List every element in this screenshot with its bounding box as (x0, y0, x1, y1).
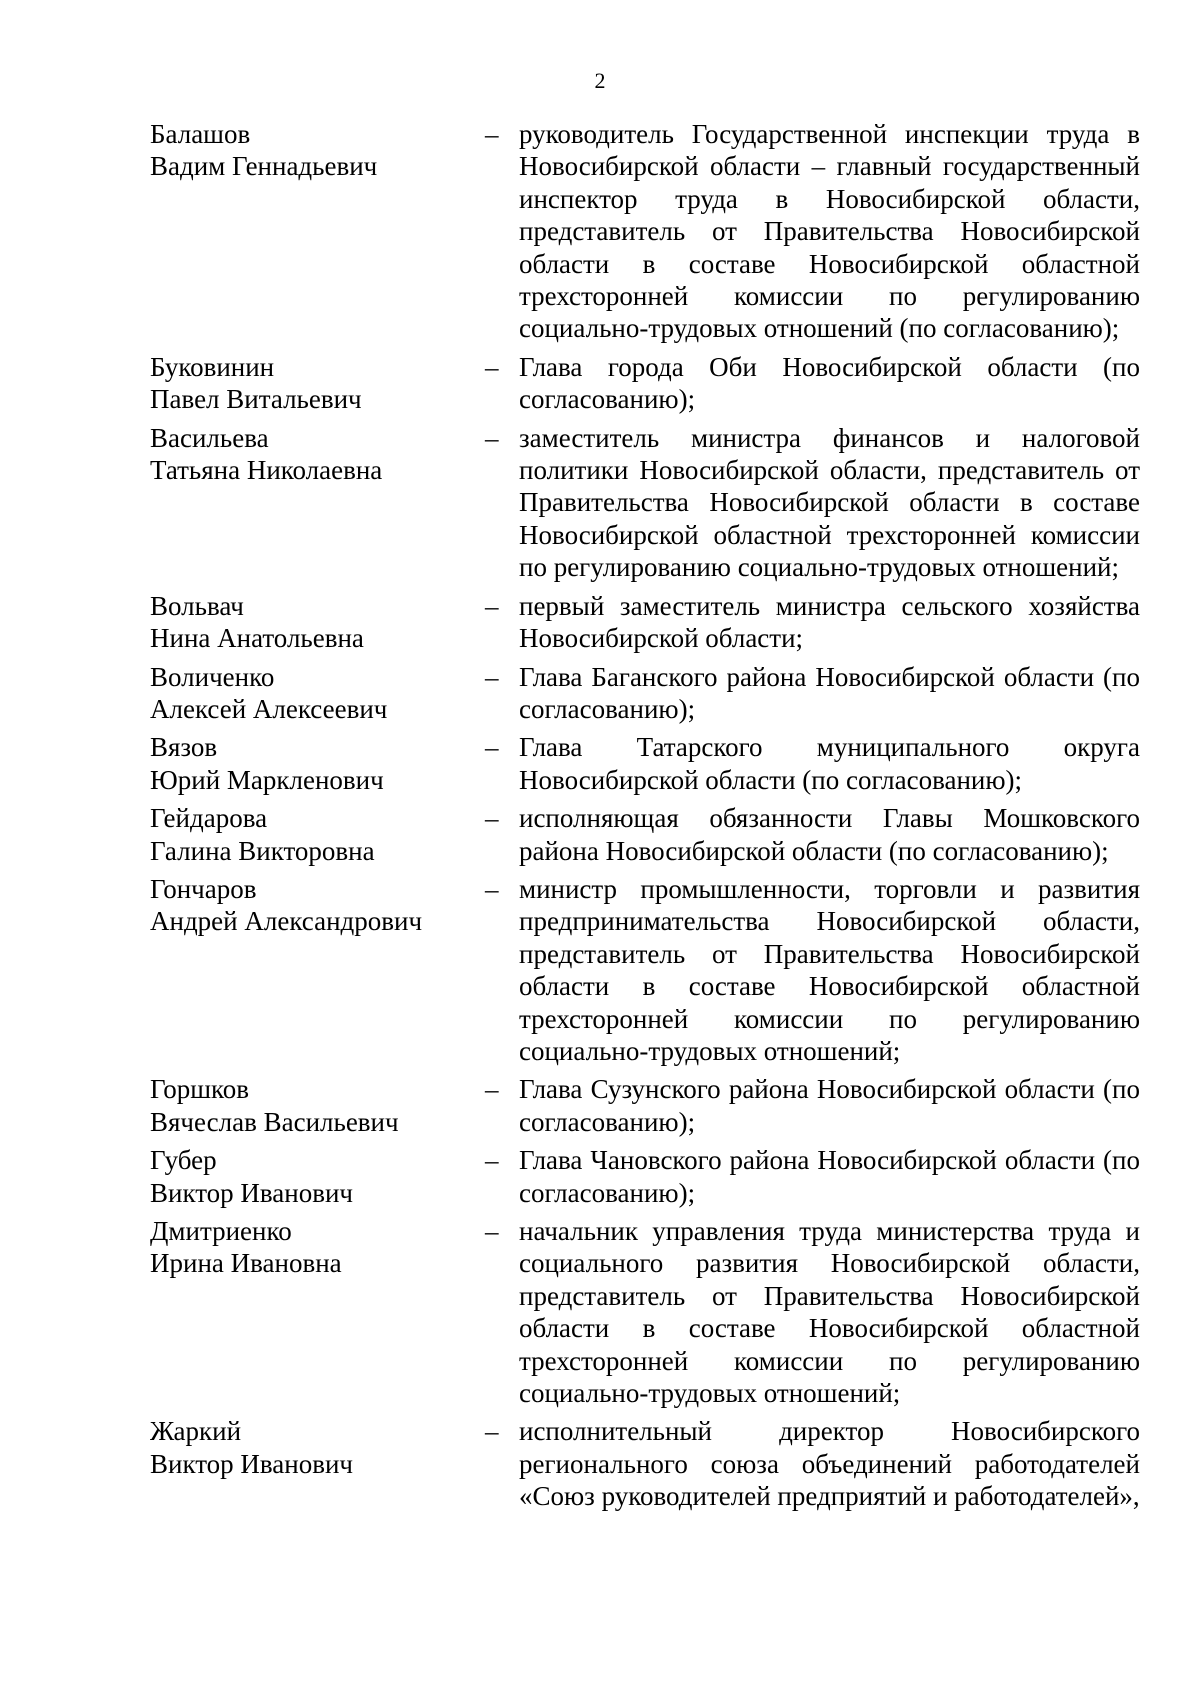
member-position: Глава города Оби Новосибирской области (по согласованию); (519, 351, 1140, 415)
member-surname: Балашов (150, 119, 251, 149)
member-surname: Дмитриенко (150, 1216, 292, 1246)
dash-separator: – (485, 1216, 499, 1246)
dash-separator: – (485, 1074, 499, 1105)
member-given-name: Виктор Иванович (150, 1177, 354, 1208)
member-name (150, 661, 480, 726)
member-given-name: Павел Витальевич (150, 384, 362, 415)
member-entry (150, 351, 1140, 416)
member-position: Глава Чановского района Новосибирской области (по согласованию); (519, 1145, 1140, 1208)
member-position: руководитель Государственной инспекции труда в Новосибирской области – главный государственный инспектор труда в Новосибирской области, представитель от Правительства Новосибирской области в составе Новосибирской областной трехсторонней комиссии по регулированию социально-трудовых отношений (по согласованию); (519, 119, 1140, 344)
member-surname: Губер (150, 1145, 217, 1176)
member-given-name: Юрий Маркленович (150, 764, 384, 795)
member-entry (150, 118, 1140, 345)
member-given-name: Нина Анатольевна (150, 623, 364, 654)
member-surname: Воличенко (150, 661, 275, 692)
member-position: Глава Татарского муниципального округа Новосибирской области (по согласованию); (519, 732, 1140, 795)
dash-separator: – (485, 1416, 499, 1447)
member-given-name: Галина Викторовна (150, 835, 375, 866)
member-entry (150, 661, 1140, 726)
member-entry (150, 1073, 1140, 1138)
dash-separator: – (485, 803, 499, 834)
member-surname: Васильева (150, 422, 269, 453)
member-position: исполняющая обязанности Главы Мошковского района Новосибирской области (по согласованию); (519, 803, 1140, 866)
dash-separator: – (485, 732, 499, 763)
member-entry (150, 1415, 1140, 1512)
member-surname: Буковинин (150, 351, 275, 382)
member-name (150, 118, 480, 345)
member-entry (150, 802, 1140, 867)
member-entry (150, 873, 1140, 1067)
dash-separator: – (485, 119, 499, 149)
member-name (150, 1215, 480, 1409)
member-position: первый заместитель министра сельского хозяйства Новосибирской области; (519, 590, 1140, 654)
member-name (150, 1415, 480, 1512)
page-number: 2 (594, 68, 606, 93)
member-given-name: Вячеслав Васильевич (150, 1106, 399, 1137)
dash-separator: – (485, 351, 499, 382)
member-given-name: Вадим Геннадьевич (150, 151, 378, 182)
member-name (150, 351, 480, 416)
dash-separator: – (485, 661, 499, 692)
member-position: начальник управления труда министерства труда и социального развития Новосибирской области, представитель от Правительства Новосибирской области в составе Новосибирской областной трехсторонней комиссии по регулированию социально-трудовых отношений; (519, 1216, 1140, 1409)
member-surname: Горшков (150, 1074, 250, 1105)
member-entry (150, 1215, 1140, 1409)
member-surname: Вязов (150, 732, 218, 763)
member-name (150, 731, 480, 796)
member-given-name: Алексей Алексеевич (150, 693, 388, 724)
dash-separator: – (485, 873, 499, 904)
member-given-name: Татьяна Николаевна (150, 455, 383, 486)
member-given-name: Андрей Александрович (150, 906, 423, 937)
member-position: заместитель министра финансов и налоговой политики Новосибирской области, представитель от Правительства Новосибирской области в составе Новосибирской областной трехсторонней комиссии по регулированию социально-трудовых отношений; (519, 422, 1140, 583)
dash-separator: – (485, 422, 499, 453)
member-name (150, 802, 480, 867)
member-name (150, 422, 480, 584)
member-list (150, 118, 1140, 1519)
dash-separator: – (485, 1145, 499, 1176)
member-position: Глава Сузунского района Новосибирской области (по согласованию); (519, 1074, 1140, 1137)
member-surname: Жаркий (150, 1416, 242, 1447)
member-name (150, 590, 480, 655)
member-entry (150, 422, 1140, 584)
member-name (150, 1144, 480, 1209)
dash-separator: – (485, 590, 499, 621)
member-name (150, 873, 480, 1067)
member-position: Глава Баганского района Новосибирской области (по согласованию); (519, 661, 1140, 724)
member-position: министр промышленности, торговли и развития предпринимательства Новосибирской области, представитель от Правительства Новосибирской области в составе Новосибирской областной трехсторонней комиссии по регулированию социально-трудовых отношений; (519, 873, 1140, 1066)
member-entry (150, 1144, 1140, 1209)
member-entry (150, 731, 1140, 796)
member-given-name: Ирина Ивановна (150, 1248, 342, 1279)
member-given-name: Виктор Иванович (150, 1448, 354, 1479)
member-entry (150, 590, 1140, 655)
member-position: исполнительный директор Новосибирского регионального союза объединений работодателей «Союз руководителей предприятий и работодателей», (519, 1416, 1140, 1512)
member-surname: Гейдарова (150, 803, 268, 834)
member-name (150, 1073, 480, 1138)
member-surname: Гончаров (150, 873, 257, 904)
member-surname: Вольвач (150, 590, 244, 621)
